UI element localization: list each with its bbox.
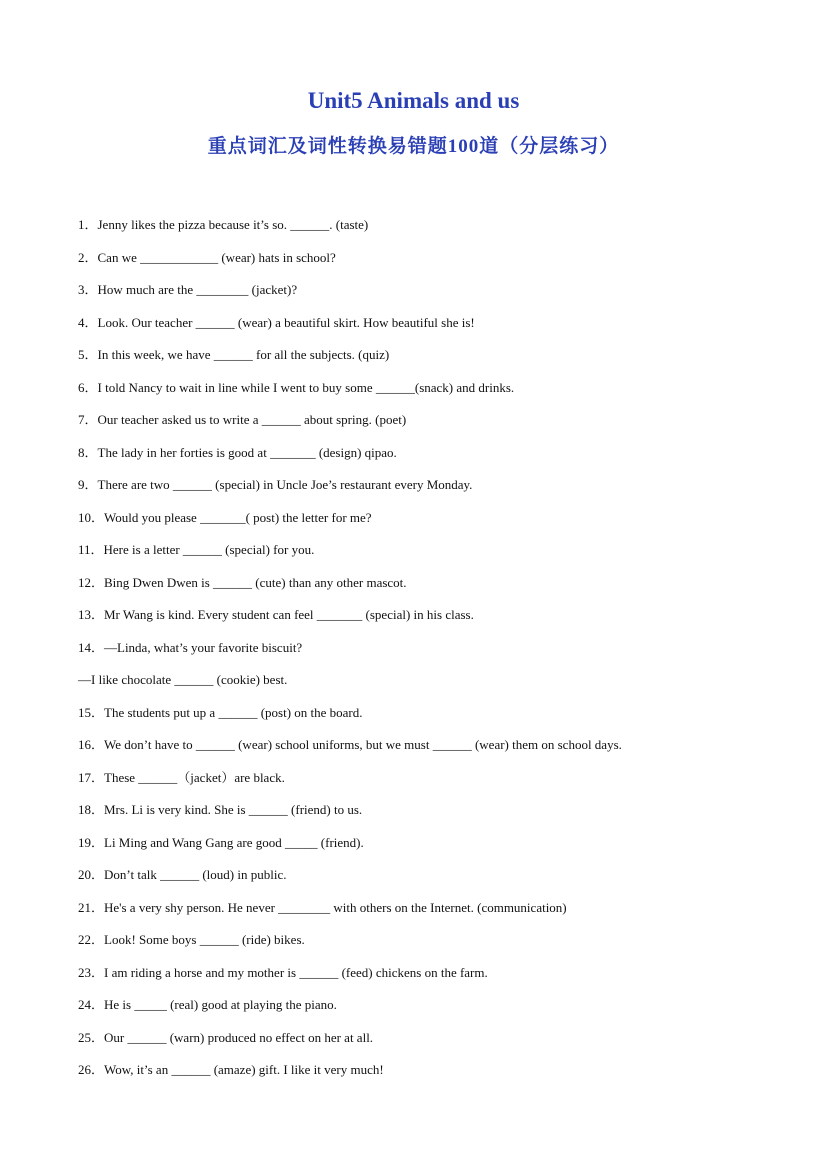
- document-title: Unit5 Animals and us: [307, 88, 520, 113]
- question-line: 14．—Linda, what’s your favorite biscuit?: [78, 639, 303, 655]
- question-line: 11．Here is a letter ______ (special) for you.: [78, 542, 315, 557]
- question-line: 12．Bing Dwen Dwen is ______ (cute) than any other mascot.: [78, 574, 407, 590]
- question-line: 15．The students put up a ______ (post) on the board.: [78, 704, 363, 720]
- question-line: 17．These ______（jacket）are black.: [78, 769, 285, 785]
- question-line: 20．Don’t talk ______ (loud) in public.: [78, 867, 287, 882]
- question-line: 19．Li Ming and Wang Gang are good _____ (friend).: [78, 834, 364, 850]
- question-line: 10．Would you please _______( post) the letter for me?: [78, 509, 372, 525]
- question-line: 3．How much are the ________ (jacket)?: [78, 282, 298, 297]
- question-line: —I like chocolate ______ (cookie) best.: [78, 672, 288, 687]
- question-line: 22．Look! Some boys ______ (ride) bikes.: [78, 932, 305, 947]
- question-line: 5．In this week, we have ______ for all the subjects. (quiz): [78, 347, 390, 362]
- question-line: 16．We don’t have to ______ (wear) school uniforms, but we must ______ (wear) them on school days.: [78, 737, 622, 752]
- question-line: 4．Look. Our teacher ______ (wear) a beautiful skirt. How beautiful she is!: [78, 314, 475, 330]
- question-line: 23．I am riding a horse and my mother is ______ (feed) chickens on the farm.: [78, 964, 488, 980]
- question-line: 9．There are two ______ (special) in Uncle Joe’s restaurant every Monday.: [78, 477, 473, 492]
- question-line: 1．Jenny likes the pizza because it’s so. ______. (taste): [78, 217, 369, 232]
- question-line: 25．Our ______ (warn) produced no effect on her at all.: [78, 1029, 374, 1045]
- question-line: 8．The lady in her forties is good at _______ (design) qipao.: [78, 444, 397, 460]
- question-line: 7．Our teacher asked us to write a ______ about spring. (poet): [78, 412, 407, 427]
- question-line: 2．Can we ____________ (wear) hats in school?: [78, 249, 336, 265]
- question-line: 18．Mrs. Li is very kind. She is ______ (friend) to us.: [78, 802, 363, 817]
- question-line: 6．I told Nancy to wait in line while I went to buy some ______(snack) and drinks.: [78, 379, 515, 395]
- question-line: 21．He's a very shy person. He never ________ with others on the Internet. (communication): [78, 899, 567, 915]
- question-line: 24．He is _____ (real) good at playing the piano.: [78, 997, 337, 1012]
- document-subtitle: 重点词汇及词性转换易错题100道（分层练习）: [207, 136, 620, 157]
- question-line: 13．Mr Wang is kind. Every student can feel _______ (special) in his class.: [78, 607, 474, 622]
- question-line: 26．Wow, it’s an ______ (amaze) gift. I like it very much!: [78, 1062, 384, 1077]
